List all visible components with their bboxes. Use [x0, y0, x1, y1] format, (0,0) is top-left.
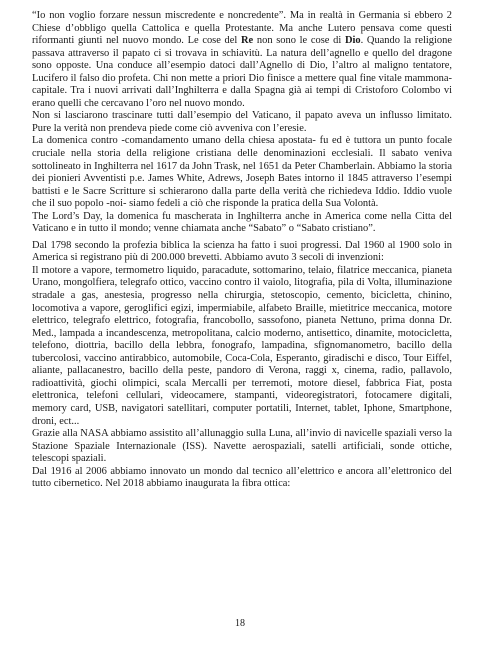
paragraph-5: Dal 1798 secondo la profezia biblica la scienza ha fatto i suoi progressi. Dal 1960 al 1900 solo in America si registrano più di 200.000 brevetti. Abbiamo avuto 3 secoli di invenzioni:	[32, 239, 452, 264]
body-text	[32, 10, 452, 491]
paragraph-1-text-a: “Io non voglio forzare nessun miscredente e noncredente”. Ma in realtà in Germania si ebbero 2 Chiese d’obbligo quella Cattolica e quella Protestante. Ma anche Lutero pensava come questi riformanti giunti nel nuovo mondo. Le cose del	[32, 10, 452, 47]
paragraph-8: Dal 1916 al 2006 abbiamo innovato un mondo dal tecnico all’elettrico e ancora all’elettronico del tutto cibernetico. Nel 2018 abbiamo inaugurata la fibra ottica:	[32, 465, 452, 490]
bold-dio: Dio	[344, 35, 361, 47]
page-number: 18	[235, 618, 245, 629]
paragraph-2: Non si lasciarono trascinare tutti dall’esempio del Vaticano, il papato aveva un influsso limitato. Pure la verità non prendeva piede come ciò avveniva con l’eresie.	[32, 110, 452, 134]
paragraph-6: Il motore a vapore, termometro liquido, paracadute, sottomarino, telaio, filatrice meccanica, pianeta Urano, mongolfiera, telegrafo ottico, vaccino contro il vaiolo, litografia, pila di Volta, illuminazione stradale a gas, anestesia, progresso nella chirurgia, stetoscopio, cemento, bicicletta, chinino, locomotiva a vapore, geroglifici egizi, impermiabile, alfabeto Braille, mietitrice meccanica, motore elettrico, telegrafo elettrico, fotografia, francobollo, sassofono, pianeta Nettuno, prima donna Dr. Med., lampada a incandescenza, metropolitana, calcio moderno, antisettico, dinamite, motocicletta, telefono, diottria, bacillo della lebbra, fonografo, lampadina, sfignomanometro, bacillo della tubercolosi, vaccino antirabbico, automobile, Coca-Cola, Esperanto, giradischi e disco, Tour Eiffel, aliante, pallacanestro, bacillo della peste, pandoro di Verona, raggi x, cinema, radio, pallavolo, radioattività, giochi olimpici, scala Mercalli per terremoti, motore diesel, fabbrica Fiat, posta elettronica, telefoni cellulari, videocamere, stampanti, videoregistratori, fotocamere digitali, memory card, USB, navigatori satellitari, computer portatili, Internet, tablet, Iphone, Smartphone, droni, ect...	[32, 264, 452, 427]
paragraph-1-text-c: non sono le cose di	[253, 35, 345, 47]
paragraph-4: The Lord’s Day, la domenica fu mascherata in Inghilterra anche in America come nella Citta del Vaticano e in tutto il mondo; venne chiamata anche “Sabato” o “Sabato cristiano”.	[32, 210, 452, 235]
bold-re: Re	[241, 35, 254, 47]
paragraph-1-text-d: . Quando la religione passava attraverso il papato ci si trovava in schiavitù. La natura dell’agnello e quello del dragone sono opposte. Una conduce all’esempio datoci dall’Agnello di Dio, l’altro al maligno tentatore, Lucifero il falso dio profeta. Chi non mette a priori Dio finisce a mettere qual fine vitale mammona-capitale. Tra i nuovi arrivati dall’Inghilterra e dalla Spagna già ai tempi di Cristoforo Colombo vi erano quelli che cercavano l’oro nel nuovo mondo.	[32, 35, 452, 109]
paragraph-7: Grazie alla NASA abbiamo assistito all’allunaggio sulla Luna, all’invio di navicelle spaziali verso la Stazione Spaziale Internazionale (ISS). Navette aerospaziali, satelli artificiali, sonde ottiche, telescopi spaziali.	[32, 428, 452, 465]
paragraph-1	[32, 10, 452, 110]
paragraph-3: La domenica contro -comandamento umano della chiesa apostata- fu ed è tuttora un punto focale cruciale nella storia della religione cristiana delle denominazioni ecclesiali. Il sabato veniva sottolineato in Inghilterra nel 1617 da John Trask, nel 1651 da Peter Chamberlain. Abbiamo la storia dei pionieri Avventisti p.e. James White, Adrews, Joseph Bates intorno il 1845 attraverso l’esempi battisti e le Sacre Scritture si schierarono dalla parte della verità che richiedeva Iddio. Iddio vuole che il suo popolo -noi- siamo fedeli a ciò che risponde la pratica della Sua Volontà.	[32, 135, 452, 210]
